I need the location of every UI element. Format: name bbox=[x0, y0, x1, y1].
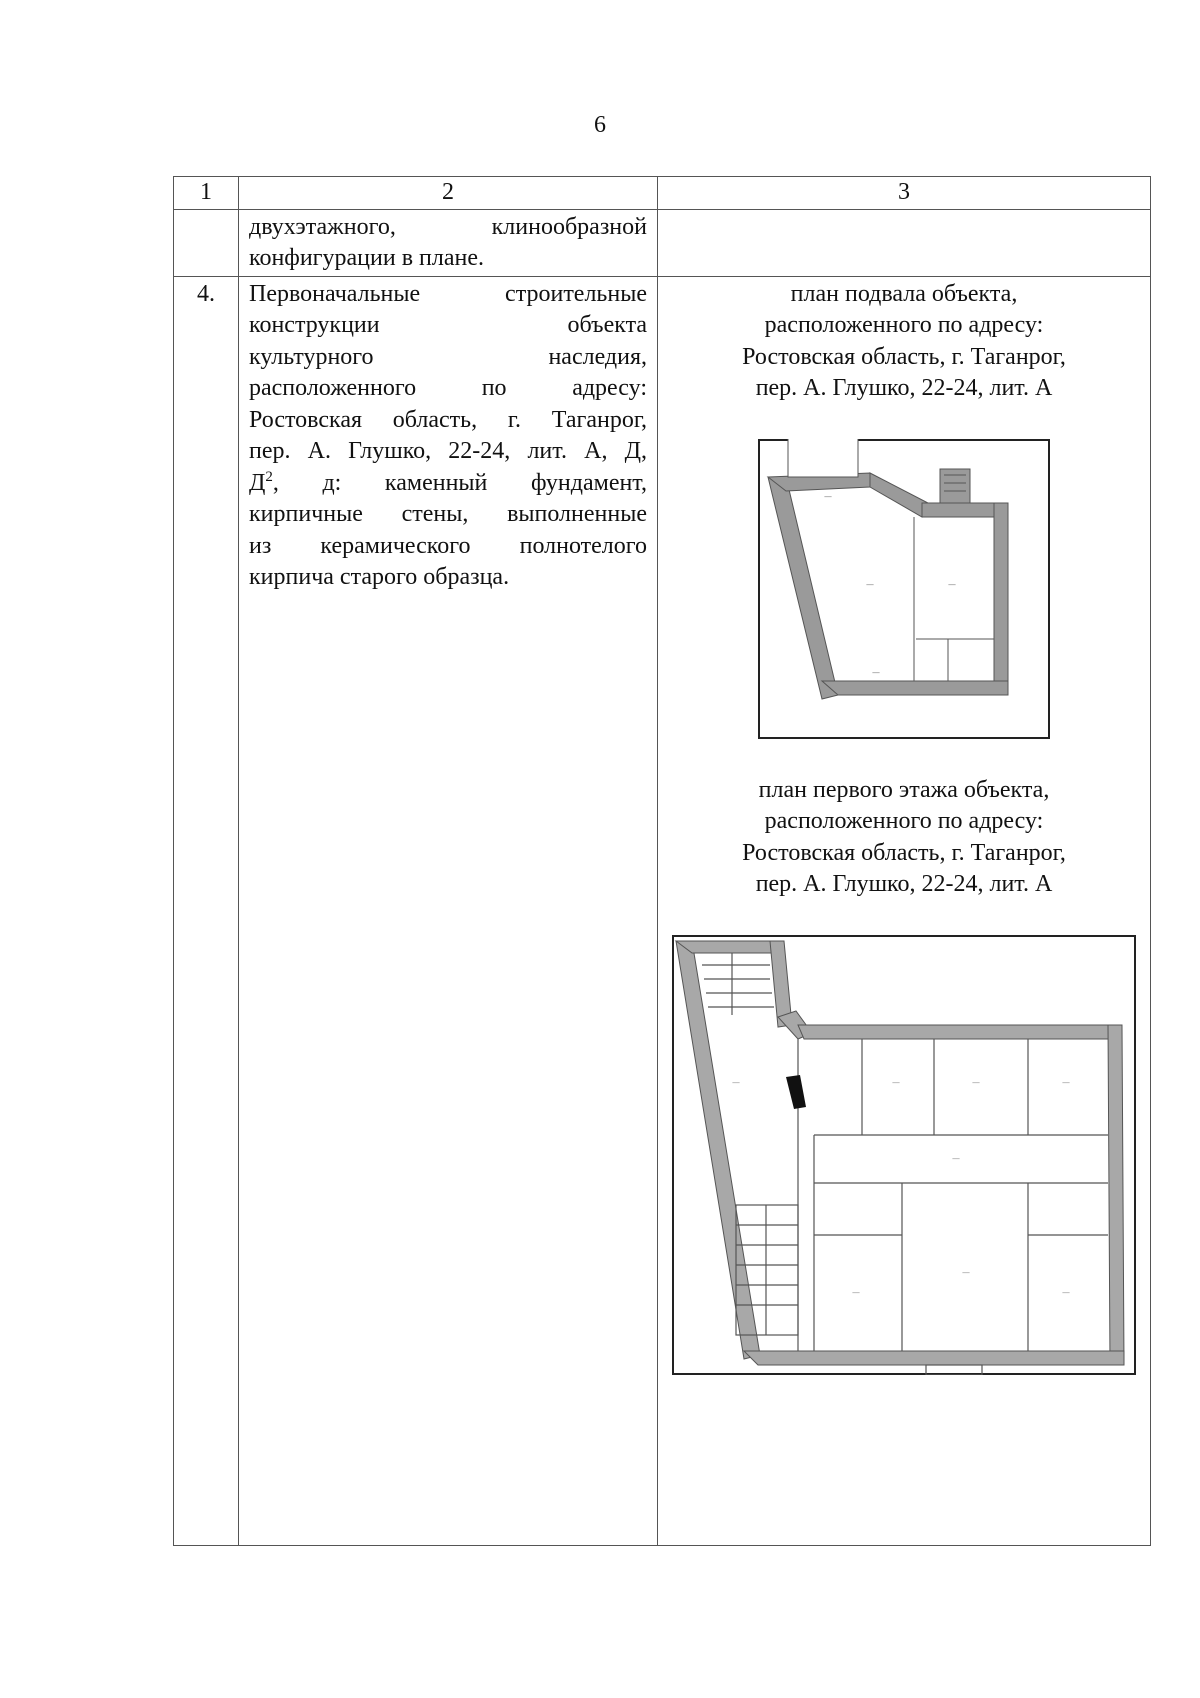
first-floor-caption-line-4: пер. А. Глушко, 22-24, лит. А bbox=[755, 871, 1053, 897]
svg-text:—: — bbox=[852, 1287, 860, 1297]
basement-caption-line-3: Ростовская область, г. Таганрог, bbox=[742, 343, 1066, 370]
first-floor-caption bbox=[658, 775, 1150, 901]
basement-plan-image bbox=[758, 439, 1050, 739]
desc-line-6: пер. А. Глушко, 22-24, лит. А, Д, bbox=[249, 438, 647, 464]
desc-line-5: Ростовская область, г. Таганрог, bbox=[249, 406, 647, 433]
basement-caption-line-4: пер. А. Глушко, 22-24, лит. А bbox=[755, 375, 1053, 401]
svg-text:—: — bbox=[824, 491, 832, 501]
first-floor-caption-line-2: расположенного по адресу: bbox=[764, 808, 1044, 834]
desc-line-1: Первоначальные строительные bbox=[249, 280, 647, 307]
header-col-1: 1 bbox=[174, 177, 239, 210]
continuation-row bbox=[174, 209, 1151, 276]
first-floor-caption-line-3: Ростовская область, г. Таганрог, bbox=[742, 839, 1066, 866]
continuation-plan-cell bbox=[658, 209, 1151, 276]
header-col-3: 3 bbox=[658, 177, 1151, 210]
row-4 bbox=[174, 276, 1151, 1546]
desc-line-9: из керамического полнотелого bbox=[249, 532, 647, 559]
desc-line-7 bbox=[249, 468, 647, 500]
continuation-text bbox=[239, 209, 658, 276]
header-row bbox=[174, 177, 1151, 210]
svg-text:—: — bbox=[892, 1077, 900, 1087]
continuation-line-2: конфигурации в плане. bbox=[249, 245, 485, 271]
desc-d-letter: Д bbox=[249, 469, 266, 496]
continuation-line-1: двухэтажного, клинообразной bbox=[249, 213, 647, 240]
basement-caption-line-1: план подвала объекта, bbox=[790, 280, 1018, 307]
svg-text:—: — bbox=[732, 1077, 740, 1087]
header-col-2: 2 bbox=[239, 177, 658, 210]
desc-line-8: кирпичные стены, выполненные bbox=[249, 501, 647, 527]
svg-text:—: — bbox=[972, 1077, 980, 1087]
svg-text:—: — bbox=[962, 1267, 970, 1277]
page-number: 6 bbox=[594, 112, 606, 138]
row-4-number: 4. bbox=[174, 276, 239, 1546]
basement-caption bbox=[658, 279, 1150, 405]
objects-table bbox=[173, 176, 1151, 1546]
svg-text:—: — bbox=[872, 667, 880, 677]
desc-line-4: расположенного по адресу: bbox=[249, 375, 647, 401]
desc-d-tail: , д: каменный фундамент, bbox=[272, 469, 647, 496]
row-4-plans bbox=[658, 276, 1151, 1546]
svg-text:—: — bbox=[952, 1153, 960, 1163]
first-floor-caption-line-1: план первого этажа объекта, bbox=[758, 776, 1050, 803]
desc-line-3: культурного наследия, bbox=[249, 343, 647, 370]
desc-line-10: кирпича старого образца. bbox=[249, 564, 510, 590]
svg-text:—: — bbox=[948, 579, 956, 589]
desc-d-superscript: 2 bbox=[265, 468, 273, 485]
svg-text:—: — bbox=[1062, 1077, 1070, 1087]
first-floor-plan-image bbox=[672, 935, 1136, 1375]
row-4-description bbox=[239, 276, 658, 1546]
continuation-number-cell bbox=[174, 209, 239, 276]
svg-text:—: — bbox=[1062, 1287, 1070, 1297]
desc-line-2: конструкции объекта bbox=[249, 312, 647, 338]
basement-caption-line-2: расположенного по адресу: bbox=[764, 312, 1044, 338]
svg-text:—: — bbox=[866, 579, 874, 589]
